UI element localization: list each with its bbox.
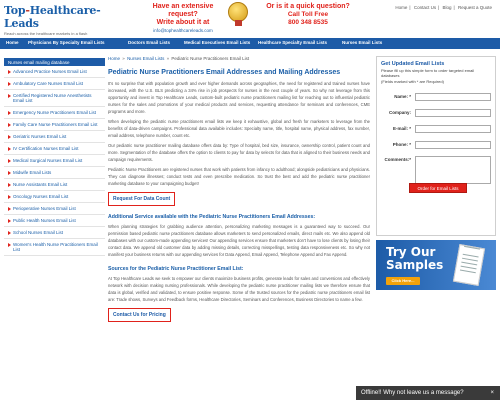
form-title: Get Updated Email Lists [381,61,445,67]
nav-item-physicians[interactable]: Physicians By Specialty Email Lists [28,40,105,45]
call-label: Call Toll Free [287,11,329,18]
sidebar-item-school[interactable]: School Nurses Email List [4,227,105,239]
sources-paragraph: At Top Healthcare Leads we seek to empower our clients maximize business profits, generate leads for sales and conversions and effectively network with decision making nursing professionals. While developing the pediatric nurse practitioner mailing lists we therefore ensure that data is global, verified and validated, to ensure positive response. Some of the trusted sources for the pediatric nurse practitioners email list are: Trade shows, Surveys and Feedback forms, Healthcare Directories, Seminars and Conferences, Business Directories to name a few. [108,276,370,302]
additional-service-paragraph: When planning strategies for grabbing audience attention, personalizing marketing messages is a guaranteed way to succeed. Our permission based pediatric nurse practitioners database allows marketers to send personalized emails, direct mails etc. We also append old databases with our custom-made appending services! Our appending services ensure that marketers don't have to lose clients by losing their contact data. We append old customer data by adding missing details, correcting misspellings, testing data responsiveness etc. So why not manifest your business returns with our appending services for Data Append, Email Append, Telephone Append and Fax Append. [108,224,370,257]
sidebar-item-geriatric[interactable]: Geriatric Nurses Email List [4,131,105,143]
breadcrumb [108,56,370,61]
samples-banner[interactable] [376,240,496,290]
sidebar-item-perioperative[interactable]: Perioperative Nurses Email List [4,203,105,215]
samples-line-2: Samples [386,258,444,272]
chat-text: Offline!! Why not leave us a message? [361,390,464,396]
main-nav [0,38,500,49]
breadcrumb-separator: » [166,56,170,61]
phone-label: Phone: * [392,142,411,147]
sidebar-item-crna[interactable]: Certified Registered Nurse Anesthetists Email List [4,90,105,107]
promo-email-link[interactable]: info@tophealthcareleads.com [153,28,213,33]
sidebar-item-nurse-assistants[interactable]: Nurse Assistants Email List [4,179,105,191]
form-note: Please fill up this simple form to order targeted email databases [381,68,475,78]
top-link-quote[interactable]: Request a Quote [457,5,492,10]
email-field[interactable] [415,125,491,133]
top-links: Home | Contact Us | Blog | Request a Quote [395,5,492,10]
breadcrumb-separator: » [122,56,125,61]
close-icon[interactable]: × [490,390,494,396]
extensive-request-promo [140,3,226,33]
company-row [381,109,493,117]
site-logo[interactable] [4,4,108,36]
logo-tagline: Reach across the healthcare markets in a flash [4,31,88,36]
samples-title [386,246,443,272]
samples-line-1: Try Our [386,245,436,259]
call-promo [258,3,358,27]
guarantee-badge-icon [228,2,248,22]
name-field[interactable] [415,93,491,101]
order-email-lists-button[interactable]: Order for Email Lists [409,183,467,193]
nav-item-home[interactable]: Home [6,40,19,45]
phone-field[interactable] [415,141,491,149]
intro-paragraph: It's no surprise that with population growth and ever higher demands across geographies, the need for registered and trained nurses have increased, with the U.S. BLS predicting a 34% rise in job prospects for nurses in the next couple of years. So why not leverage from this opportunity and invest in Top Healthcare Leads, custom-built pediatric nurse practitioners mailing list for reaching out to influential pediatric nurses for the sales and promotions of your medical products and services, requesting attendance for seminars and conferences, CME programs and more. [108,81,370,114]
top-link-blog[interactable]: Blog [442,5,452,10]
comments-label: Comments:* [384,157,411,162]
contact-pricing-button[interactable]: Contact Us for Pricing [108,308,171,322]
request-data-count-button[interactable]: Request For Data Count [108,192,175,206]
nav-item-medical-executives[interactable]: Medical Executives Email Lists [184,40,251,45]
breadcrumb-home[interactable]: Home [108,56,121,61]
sidebar-item-public-health[interactable]: Public Health Nurses Email List [4,215,105,227]
nav-item-healthcare-specialty[interactable]: Healthcare Specialty Email Lists [258,40,328,45]
sources-heading: Sources for the Pediatric Nurse Practitioner Email List: [108,266,244,272]
top-link-home[interactable]: Home [395,5,408,10]
promo-title-2: Write about it at [156,19,210,26]
logo-text: Top-Healthcare-Leads [4,4,101,30]
name-label: Name: * [394,94,411,99]
sidebar-item-ambulatory-care[interactable]: Ambulatory Care Nurses Email List [4,78,105,90]
email-row [381,125,493,133]
sidebar-item-emergency-np[interactable]: Emergency Nurse Practitioners Email List [4,107,105,119]
phone-row [381,141,493,149]
call-title: Or is it a quick question? [266,3,350,10]
site-header [0,0,500,36]
sidebar-heading: Nurses email mailing database [4,58,105,66]
sidebar [4,58,105,256]
company-field[interactable] [415,109,491,117]
sidebar-item-medical-surgical[interactable]: Medical Surgical Nurses Email List [4,155,105,167]
sidebar-item-womens-health-np[interactable]: Women's Health Nurse Practitioners Email List [4,239,105,256]
samples-click-here-button[interactable]: Click Here... [386,277,420,285]
main-content [108,56,370,322]
offline-chat-bar[interactable] [356,386,500,400]
breadcrumb-nurses[interactable]: Nurses Email Lists [127,56,165,61]
page-title: Pediatric Nurse Practitioners Email Addresses and Mailing Addresses [108,69,341,76]
nav-item-nurses[interactable]: Nurses Email Lists [342,40,383,45]
about-paragraph: Pediatric Nurse Practitioners are registered nurses that work with patients from infancy to adulthood; alongside pediatricians and physicians. They can diagnose illnesses; conduct tests and even prescribe medication. So trust the best and add the pediatric nurse practitioner marketing database to your campaigning budget! [108,167,370,186]
company-label: Company: [388,110,411,115]
call-phone[interactable]: 800 348 8535 [288,19,328,26]
additional-service-heading: Additional Service available with the Pediatric Nurse Practitioners Email Addresses: [108,214,316,220]
data-fields-paragraph: When developing the pediatric nurse practitioners email lists we keep it exhaustive, global and fresh for marketers to leverage from the benefits of data-driven campaigns. Professional data available includes: Specialty name, title, hospital name, physical address, fax number, email address, telephone number, count etc. [108,119,370,138]
breadcrumb-current: Pediatric Nurse Practitioners Email List [171,56,250,61]
sidebar-item-iv-certification[interactable]: IV Certification Nurses Email List [4,143,105,155]
form-required-note: (Fields marked with * are Required) [381,79,444,84]
document-icon [453,244,485,286]
email-label: E-mail: * [392,126,411,131]
sidebar-item-midwife[interactable]: Midwife Email Lists [4,167,105,179]
comments-row [381,156,493,164]
order-form [376,56,496,236]
promo-title-1: Have an extensive request? [152,3,214,18]
name-row [381,93,493,101]
sidebar-item-oncology[interactable]: Oncology Nurses Email List [4,191,105,203]
sidebar-item-advanced-practice[interactable]: Advanced Practice Nurses Email List [4,66,105,78]
sidebar-item-family-care-np[interactable]: Family Care Nurse Practitioners Email List [4,119,105,131]
nav-item-doctors[interactable]: Doctors Email Lists [128,40,171,45]
segmentation-paragraph: Our pediatric nurse practitioner mailing database offers data by: Type of hospital, bed size, insurance, ownership control, patient count and more. Segmentation of the database offers the option to clients to pay for data by selects for data that is aligned to their business needs and campaign requirements. [108,143,370,162]
top-link-contact[interactable]: Contact Us [413,5,437,10]
comments-field[interactable] [415,156,491,184]
